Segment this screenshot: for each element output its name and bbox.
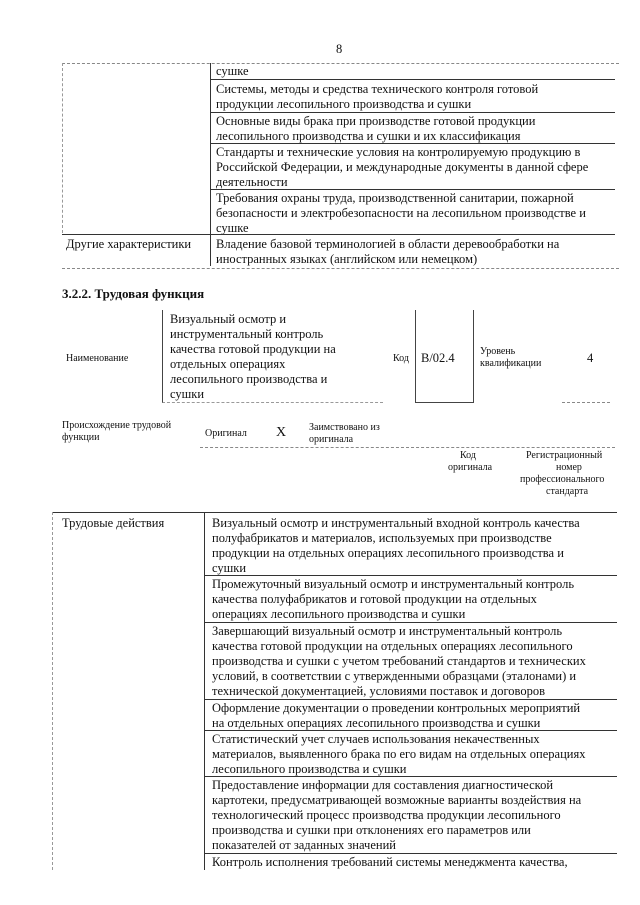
list-item: продукции лесопильного производства и сушки [216, 97, 472, 111]
list-item: Предоставление информации для составления диагностической [212, 778, 554, 792]
actions-column-divider [204, 512, 205, 870]
origin-label: Происхождение трудовой [62, 420, 172, 431]
list-item: деятельности [216, 175, 288, 189]
list-item: условий, в соответствии с утвержденными образцами (эталонами) и [212, 669, 577, 683]
registration-number-label: Регистрационный [526, 450, 603, 461]
actions-top-border [52, 512, 617, 513]
name-label: Наименование [66, 353, 129, 364]
level-value: 4 [587, 351, 594, 365]
row-divider [210, 79, 615, 80]
list-item: Оформление документации о проведении контрольных мероприятий [212, 701, 581, 715]
list-item: Системы, методы и средства технического контроля готовой [216, 82, 539, 96]
list-item: технологический процесс производства продукции лесопильного [212, 808, 561, 822]
registration-number-label: номер [556, 462, 582, 473]
list-item: операциях лесопильного производства и сушки [212, 607, 466, 621]
row-divider [62, 234, 615, 235]
other-characteristics-value: иностранных языках (английском или немецком) [216, 252, 478, 266]
list-item: сушке [216, 64, 249, 78]
list-item: Контроль исполнения требований системы менеджмента качества, [212, 855, 568, 869]
list-item: полуфабрикатов и материалов, используемых при производстве [212, 531, 552, 545]
page-number: 8 [336, 42, 343, 56]
list-item: Основные виды брака при производстве готовой продукции [216, 114, 536, 128]
code-label: Код [393, 353, 409, 364]
row-divider [204, 699, 617, 700]
list-item: качества полуфабрикатов и готовой продукции на отдельных [212, 592, 537, 606]
function-name: качества готовой продукции на [170, 342, 336, 356]
original-label: Оригинал [205, 428, 247, 439]
list-item: Российской Федерации, и международные документы в данной сфере [216, 160, 589, 174]
function-name: отдельных операциях [170, 357, 286, 371]
labor-actions-label: Трудовые действия [62, 516, 165, 530]
code-original-label: Код [460, 450, 476, 461]
list-item: технической документацией, условиями поставок и договоров [212, 684, 545, 698]
list-item: на отдельных операциях лесопильного производства и сушки [212, 716, 541, 730]
list-item: материалов, выявленного брака по его видам на отдельных операциях [212, 747, 586, 761]
function-name: Визуальный осмотр и [170, 312, 287, 326]
original-mark: X [276, 425, 287, 440]
list-item: лесопильного производства и сушки [212, 762, 407, 776]
list-item: качества готовой продукции на отдельных операциях лесопильного [212, 639, 573, 653]
list-item: Статистический учет случаев использования некачественных [212, 732, 540, 746]
table-left-border [62, 63, 63, 233]
level-box-border [562, 402, 610, 403]
list-item: лесопильного производства и сушки и их классификация [216, 129, 521, 143]
borrowed-label: оригинала [309, 434, 354, 445]
code-original-label: оригинала [448, 462, 493, 473]
row-divider [204, 730, 617, 731]
table-bottom-border [62, 268, 619, 269]
list-item: Стандарты и технические условия на контролируемую продукцию в [216, 145, 581, 159]
function-name: сушки [170, 387, 205, 401]
list-item: Промежуточный визуальный осмотр и инструментальный контроль [212, 577, 575, 591]
function-name: лесопильного производства и [170, 372, 328, 386]
row-divider [204, 853, 617, 854]
list-item: картотеки, предусматривающей возможные варианты воздействия на [212, 793, 582, 807]
level-label: Уровень [480, 346, 516, 357]
origin-label: функции [62, 432, 100, 443]
registration-number-label: профессионального [520, 474, 605, 485]
list-item: производства и сушки при отклонениях его параметров или [212, 823, 531, 837]
origin-divider [200, 447, 615, 448]
list-item: Завершающий визуальный осмотр и инструментальный контроль [212, 624, 563, 638]
actions-left-border [52, 512, 53, 870]
row-divider [204, 776, 617, 777]
list-item: безопасности и электробезопасности на лесопильном производстве и [216, 206, 586, 220]
list-item: Визуальный осмотр и инструментальный входной контроль качества [212, 516, 580, 530]
row-divider [210, 143, 615, 144]
level-label: квалификации [480, 358, 542, 369]
function-name: инструментальный контроль [170, 327, 324, 341]
table-top-border [62, 63, 619, 64]
row-divider [210, 112, 615, 113]
table-column-divider [210, 63, 211, 266]
borrowed-label: Заимствовано из [309, 422, 380, 433]
other-characteristics-value: Владение базовой терминологией в области деревообработки на [216, 237, 560, 251]
list-item: Требования охраны труда, производственной санитарии, пожарной [216, 191, 574, 205]
list-item: сушки [212, 561, 247, 575]
list-item: сушке [216, 221, 249, 235]
list-item: показателей от заданных значений [212, 838, 396, 852]
other-characteristics-label: Другие характеристики [66, 237, 192, 251]
list-item: продукции на отдельных операциях лесопильного производства и [212, 546, 564, 560]
row-divider [204, 622, 617, 623]
code-value: В/02.4 [421, 351, 455, 365]
registration-number-label: стандарта [546, 486, 589, 497]
section-title: 3.2.2. Трудовая функция [62, 286, 205, 301]
list-item: производства и сушки с учетом требований стандартов и технических [212, 654, 586, 668]
row-divider [204, 575, 617, 576]
row-divider [210, 189, 615, 190]
